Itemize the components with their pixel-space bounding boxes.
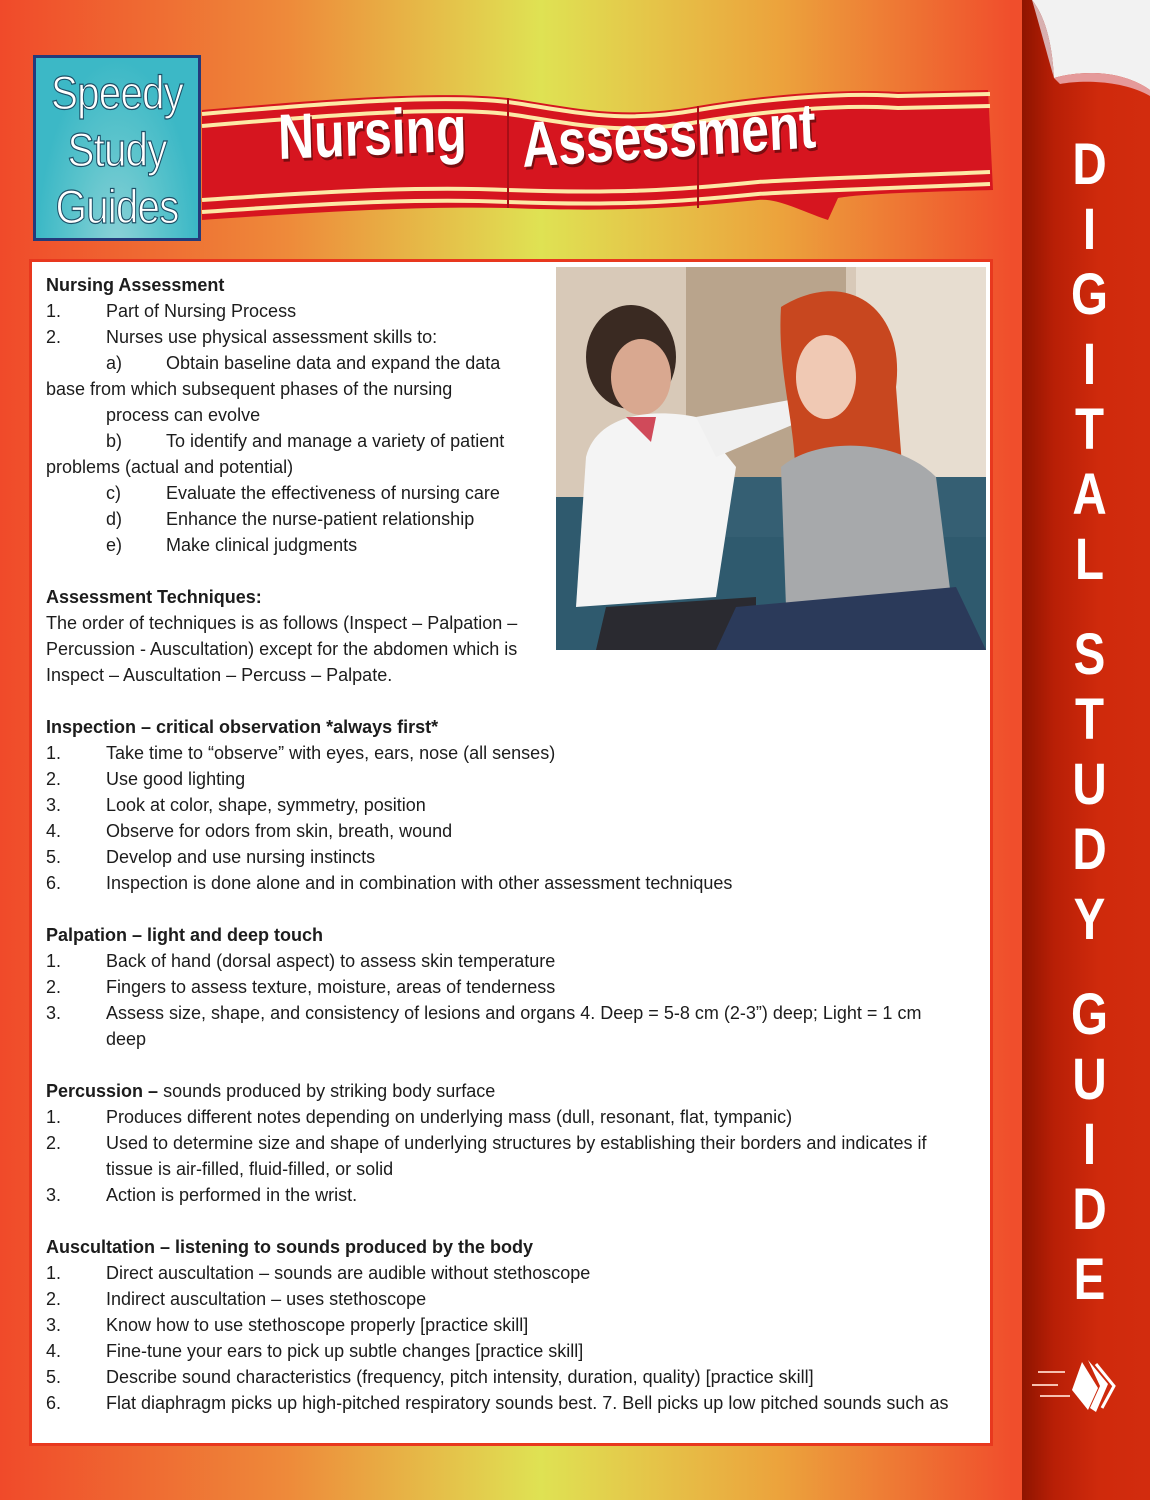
item-text: Inspect – Auscultation – Percuss – Palpate. [46,665,393,685]
item-text: Obtain baseline data and expand the data [166,353,501,373]
item-number: 5. [46,847,62,867]
section-heading [46,714,976,740]
list-item [46,1286,976,1312]
item-number: 1. [46,951,62,971]
item-text: Flat diaphragm picks up high-pitched respiratory sounds best. 7. Bell picks up low pitched sounds such as [106,1393,949,1413]
section-heading [46,272,976,298]
item-text: Evaluate the effectiveness of nursing care [166,483,500,503]
item-number: c) [106,483,121,503]
item-text: Action is performed in the wrist. [106,1185,358,1205]
spine-letter: E [1073,1247,1106,1312]
item-text: base from which subsequent phases of the nursing [46,379,453,399]
list-item [46,974,976,1000]
item-text: Make clinical judgments [166,535,358,555]
item-number: a) [106,353,123,373]
item-text: Inspection is done alone and in combination with other assessment techniques [106,873,733,893]
item-number: 6. [46,1393,62,1413]
blank-line [46,896,976,922]
item-number: 1. [46,301,62,321]
item-text: Describe sound characteristics (frequency, pitch intensity, duration, quality) [practice skill] [106,1367,814,1387]
heading-text: Assessment Techniques: [46,587,262,607]
item-number: 3. [46,1315,62,1335]
item-text: problems (actual and potential) [46,457,294,477]
item-text: The order of techniques is as follows (Inspect – Palpation – [46,613,518,633]
heading-rest: sounds produced by striking body surface [158,1081,496,1101]
item-text: Develop and use nursing instincts [106,847,376,867]
spine-letter: T [1074,397,1105,462]
item-text: Fingers to assess texture, moisture, areas of tenderness [106,977,556,997]
heading-text: Auscultation – listening to sounds produced by the body [46,1237,534,1257]
list-item [46,1026,976,1052]
spine-letter: Y [1073,887,1106,952]
item-number: e) [106,535,123,555]
item-text: Back of hand (dorsal aspect) to assess skin temperature [106,951,556,971]
spine-letter: U [1072,1047,1107,1112]
list-item [46,1182,976,1208]
spine-letter: D [1072,1177,1107,1242]
item-text: Use good lighting [106,769,246,789]
title-word-assessment: Assessment [520,89,818,181]
item-number: 2. [46,769,62,789]
item-number: 2. [46,977,62,997]
spine-letter: I [1082,197,1097,262]
heading-text: Percussion – [46,1081,159,1101]
list-item [46,766,976,792]
list-item [46,870,976,896]
item-text: Nurses use physical assessment skills to: [106,327,438,347]
list-item [46,662,976,688]
title-ribbon [198,80,998,235]
spine-letter: D [1072,817,1107,882]
list-item [46,324,976,350]
list-item [46,636,976,662]
list-item [46,1364,976,1390]
blank-line [46,688,976,714]
item-number: 1. [46,1107,62,1127]
spine-letter: I [1082,1112,1097,1177]
item-text: Assess size, shape, and consistency of lesions and organs 4. Deep = 5-8 cm (2-3”) deep; Light = 1 cm [106,1003,922,1023]
list-item [46,818,976,844]
section-heading [46,922,976,948]
item-text: Percussion - Auscultation) except for the abdomen which is [46,639,518,659]
item-number: 5. [46,1367,62,1387]
item-text: Look at color, shape, symmetry, position [106,795,426,815]
item-number: 1. [46,1263,62,1283]
item-number: b) [106,431,123,451]
list-item [46,1104,976,1130]
item-number: d) [106,509,123,529]
item-text: Direct auscultation – sounds are audible without stethoscope [106,1263,591,1283]
list-item [46,454,976,480]
section-heading [46,1234,976,1260]
section-heading [46,584,976,610]
item-text: Used to determine size and shape of underlying structures by establishing their borders and indicates if [106,1133,927,1153]
spine-letter: A [1072,462,1107,527]
item-text: deep [106,1029,147,1049]
list-item [46,1130,976,1156]
section-heading [46,1078,976,1104]
item-number: 3. [46,795,62,815]
list-item [46,1000,976,1026]
item-number: 2. [46,327,62,347]
item-number: 1. [46,743,62,763]
item-text: Enhance the nurse-patient relationship [166,509,475,529]
title-word-nursing: Nursing [277,92,468,173]
list-item [46,350,976,376]
blank-line [46,1052,976,1078]
heading-text: Nursing Assessment [46,275,225,295]
list-item [46,532,976,558]
list-item [46,298,976,324]
list-item [46,506,976,532]
list-item [46,844,976,870]
spine-letter: U [1072,752,1107,817]
spine-letter: T [1074,687,1105,752]
heading-text: Palpation – light and deep touch [46,925,324,945]
logo-line: Speedy [51,66,183,119]
item-number: 4. [46,821,62,841]
spine-letter: I [1082,332,1097,397]
item-text: Take time to “observe” with eyes, ears, nose (all senses) [106,743,556,763]
page-curl [1022,0,1150,110]
spine-letter: G [1070,262,1109,327]
list-item [46,1156,976,1182]
list-item [46,480,976,506]
item-text: Produces different notes depending on underlying mass (dull, resonant, flat, tympanic) [106,1107,793,1127]
item-number: 3. [46,1003,62,1023]
item-number: 2. [46,1289,62,1309]
item-text: To identify and manage a variety of patient [166,431,505,451]
list-item [46,1260,976,1286]
spine-letter: D [1072,132,1107,197]
flying-book-icon [1030,1350,1120,1430]
item-number: 3. [46,1185,62,1205]
spine-letter: L [1074,527,1105,592]
item-text: Indirect auscultation – uses stethoscope [106,1289,427,1309]
list-item [46,402,976,428]
speedy-study-guides-logo [33,55,201,241]
list-item [46,740,976,766]
list-item [46,376,976,402]
list-item [46,1390,976,1416]
blank-line [46,1208,976,1234]
heading-text: Inspection – critical observation *always first* [46,717,439,737]
list-item [46,428,976,454]
item-text: Observe for odors from skin, breath, wound [106,821,453,841]
list-item [46,1312,976,1338]
spine-letter: G [1070,982,1109,1047]
item-text: Part of Nursing Process [106,301,297,321]
logo-line: Guides [55,180,179,233]
list-item [46,1338,976,1364]
study-guide-text [46,272,976,1416]
spine-letter: S [1073,622,1106,687]
blank-line [46,558,976,584]
item-number: 6. [46,873,62,893]
item-text: Know how to use stethoscope properly [practice skill] [106,1315,529,1335]
list-item [46,948,976,974]
item-text: Fine-tune your ears to pick up subtle changes [practice skill] [106,1341,584,1361]
logo-line: Study [67,123,167,176]
item-text: tissue is air-filled, fluid-filled, or solid [106,1159,394,1179]
item-number: 2. [46,1133,62,1153]
item-text: process can evolve [106,405,261,425]
list-item [46,610,976,636]
item-number: 4. [46,1341,62,1361]
list-item [46,792,976,818]
